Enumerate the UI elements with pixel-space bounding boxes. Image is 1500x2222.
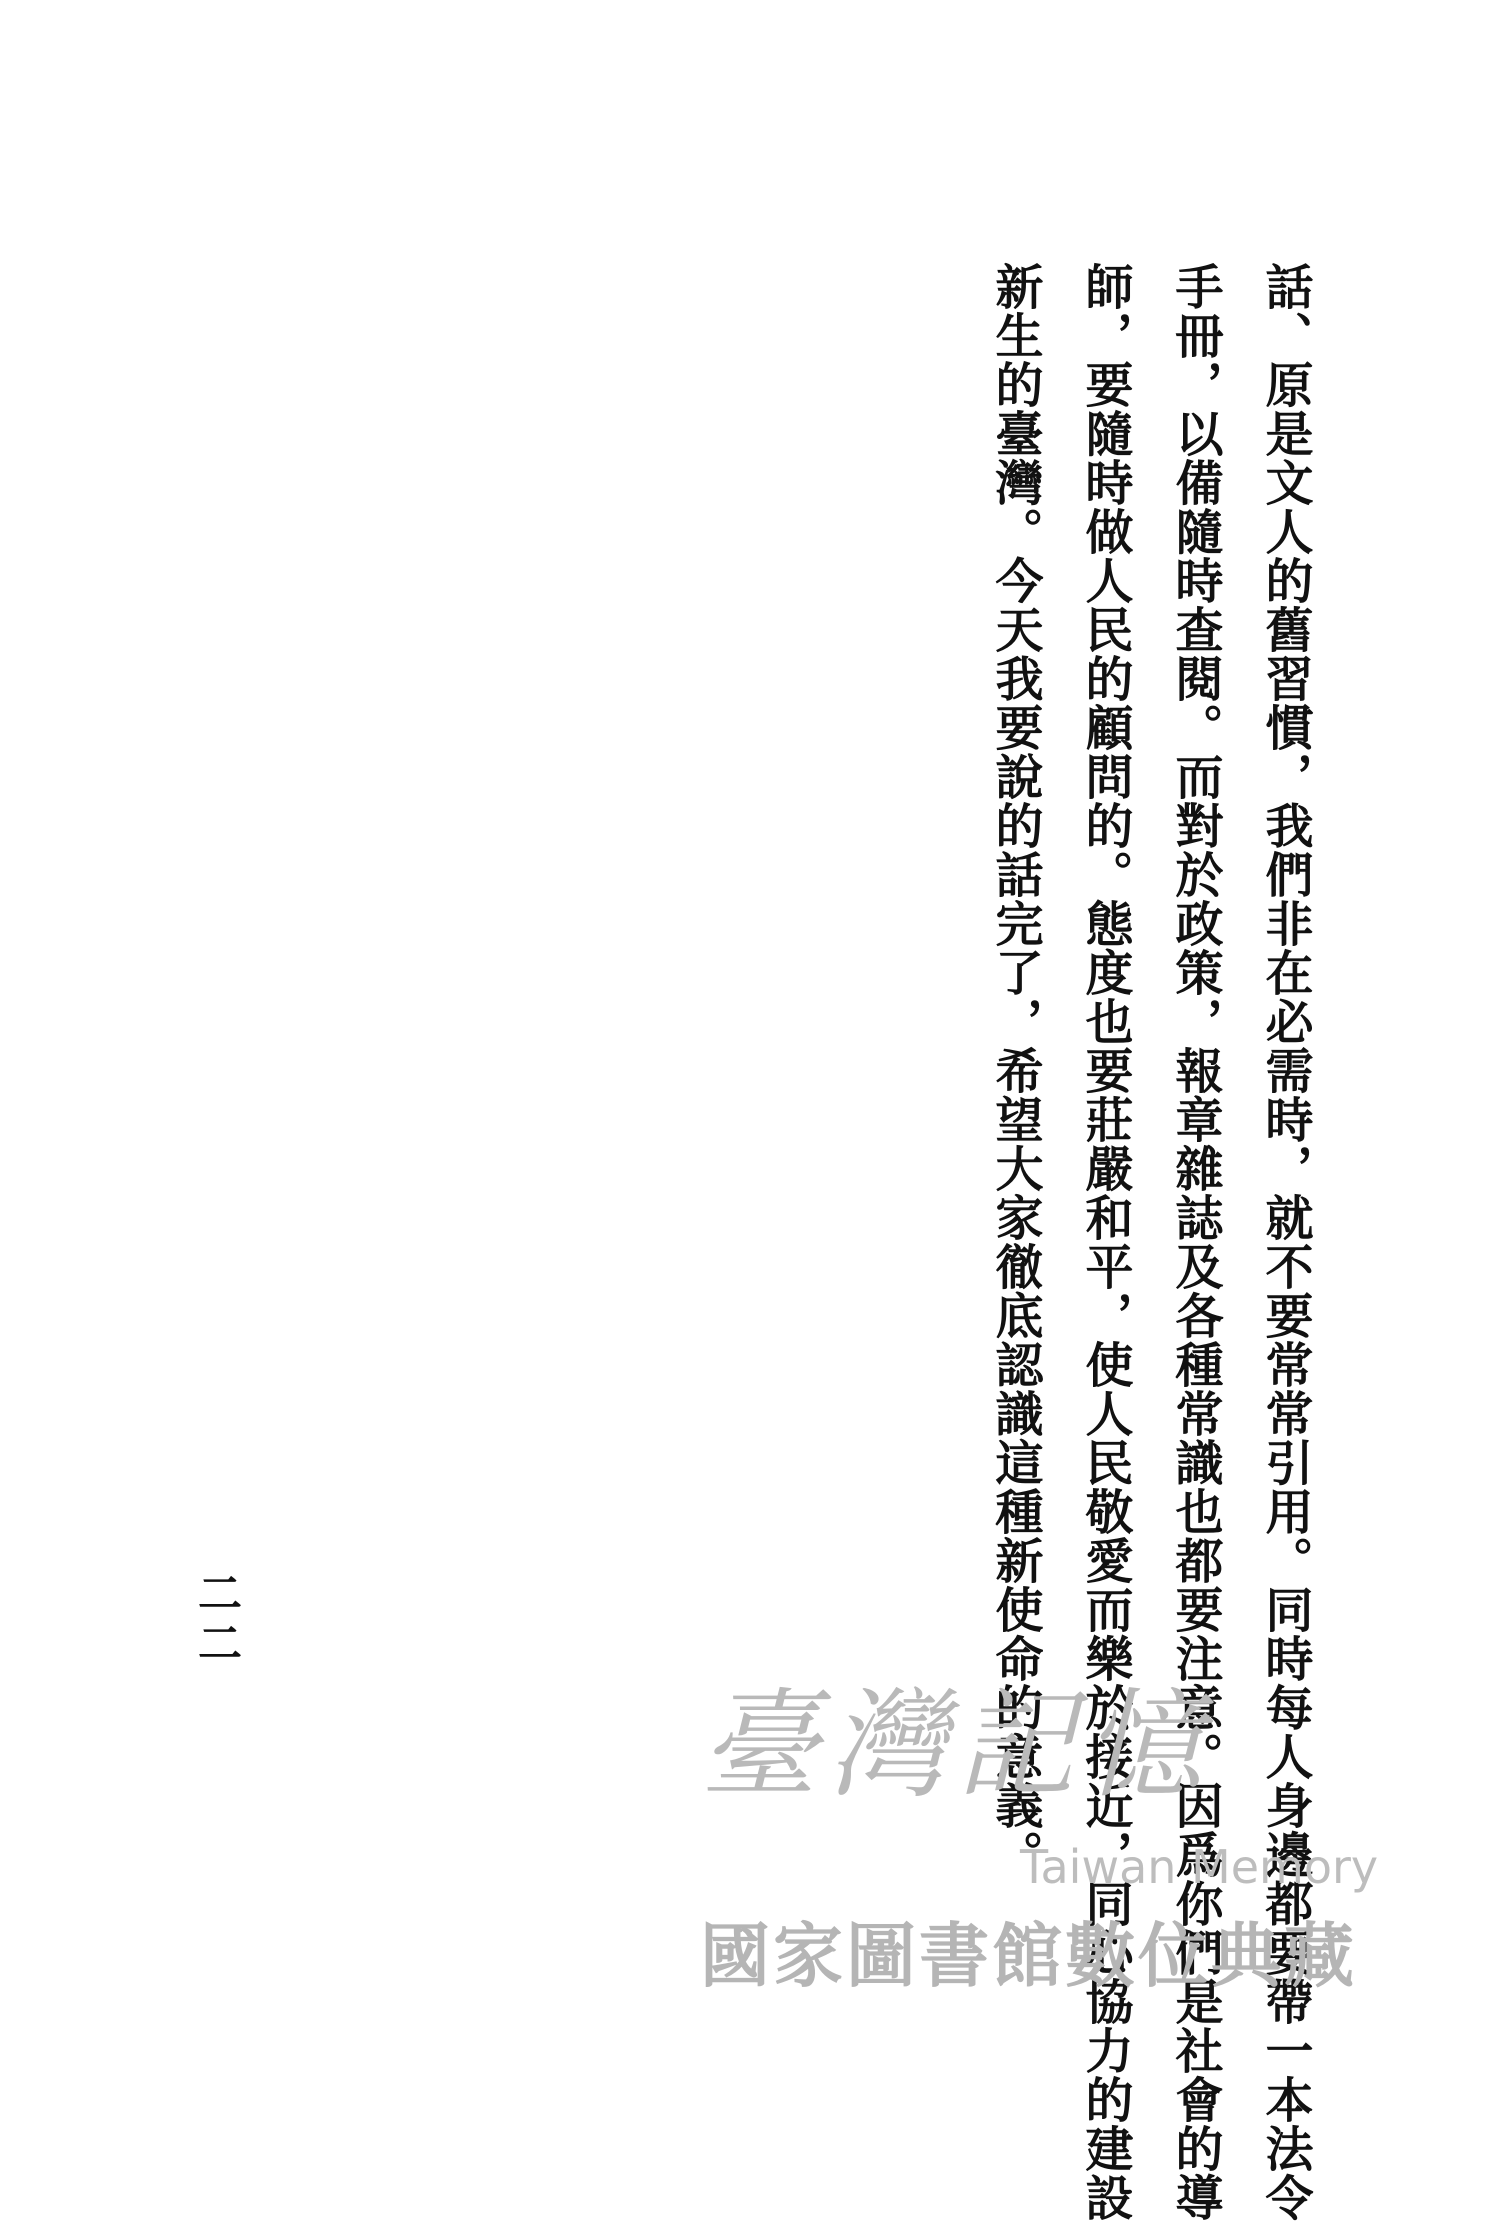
watermark-english: Taiwan Memory [1020, 1840, 1379, 1894]
text-column-4: 新生的臺灣。今天我要說的話完了，希望大家徹底認識這種新使命的意義。 [987, 262, 1043, 1879]
watermark-institution: 國家圖書館數位典藏 [700, 1915, 1357, 1997]
text-column-1: 話、原是文人的舊習慣，我們非在必需時，就不要常常引用。同時每人身邊都要帶一本法令 [1257, 262, 1313, 2222]
text-column-3: 師，要隨時做人民的顧問的。態度也要莊嚴和平，使人民敬愛而樂於接近，同心協力的建設 [1077, 262, 1133, 2222]
page-number: 二二 [190, 1570, 241, 1670]
watermark-calligraphy: 臺灣記憶 [700, 1676, 1213, 1814]
text-column-2: 手冊，以備隨時查閱。而對於政策，報章雜誌及各種常識也都要注意。因爲你們是社會的導 [1167, 262, 1223, 2222]
